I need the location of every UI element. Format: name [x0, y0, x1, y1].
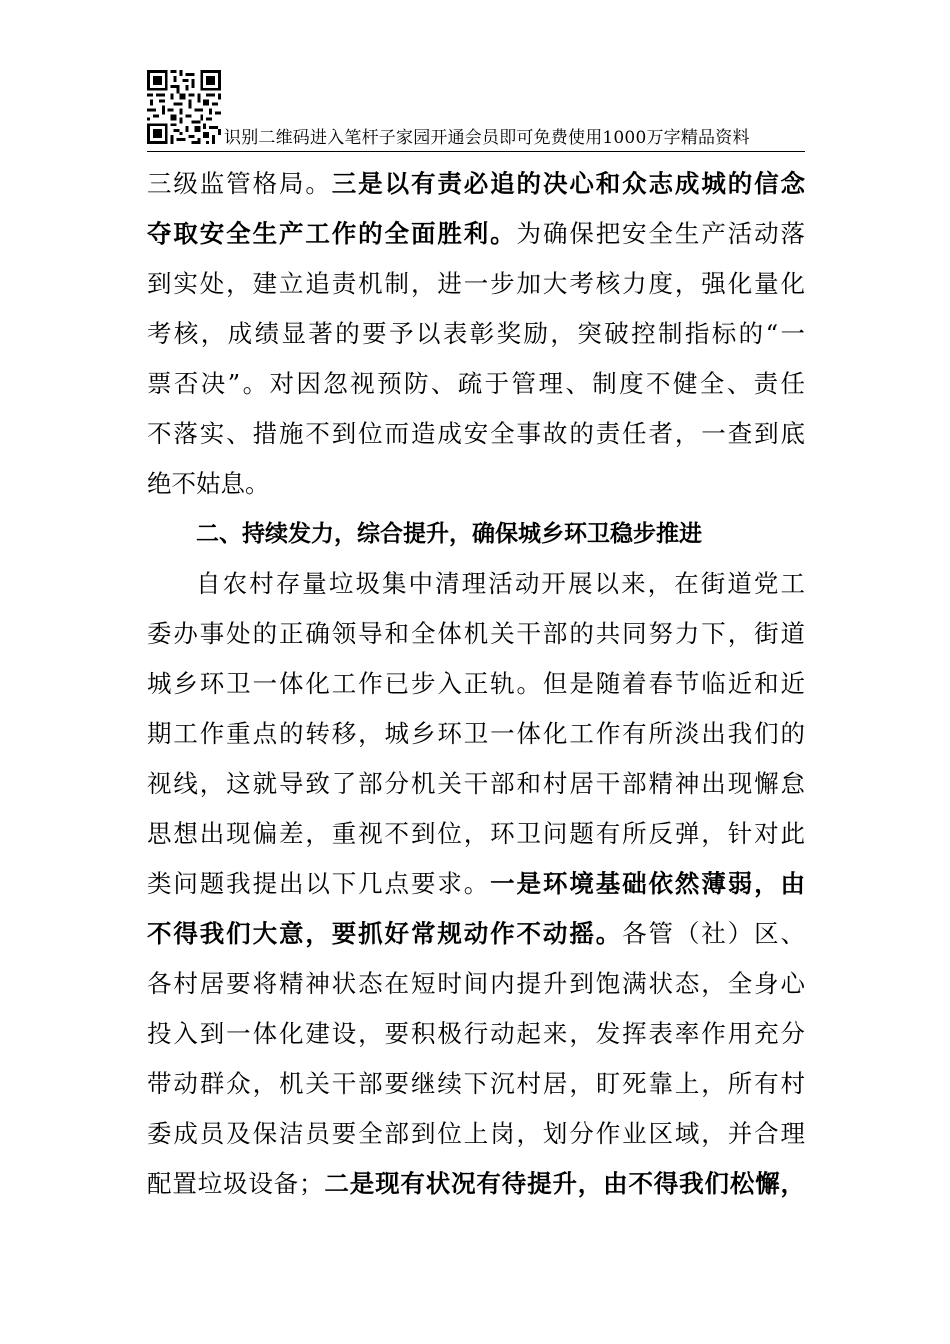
- text-line: 票否决”。对因忽视预防、疏于管理、制度不健全、责任: [147, 369, 805, 398]
- bold-text-segment: 夺取安全生产工作的全面胜利。: [147, 219, 517, 248]
- text-line: [147, 209, 805, 259]
- text-segment: 类问题我提出以下几点要求。: [147, 869, 491, 898]
- text-line: [147, 159, 805, 209]
- text-line: 视线，这就导致了部分机关干部和村居干部精神出现懈怠: [147, 769, 805, 798]
- text-segment: 各管（社）区、: [622, 919, 805, 948]
- text-segment: 配置垃圾设备；: [147, 1169, 324, 1198]
- qr-code-icon: [147, 70, 221, 144]
- text-line: 绝不姑息。: [147, 469, 270, 498]
- text-line: [147, 1159, 805, 1209]
- document-body: [147, 159, 805, 1209]
- section-heading: 二、持续发力，综合提升，确保城乡环卫稳步推进: [196, 521, 702, 547]
- text-line: 投入到一体化建设，要积极行动起来，发挥表率作用充分: [147, 1019, 805, 1048]
- text-line: 自农村存量垃圾集中清理活动开展以来，在街道党工: [196, 569, 805, 598]
- text-line: 思想出现偏差，重视不到位，环卫问题有所反弹，针对此: [147, 819, 805, 848]
- text-line: 城乡环卫一体化工作已步入正轨。但是随着春节临近和近: [147, 669, 805, 698]
- text-line: 不落实、措施不到位而造成安全事故的责任者，一查到底: [147, 419, 805, 448]
- text-line: 考核，成绩显著的要予以表彰奖励，突破控制指标的“一: [147, 319, 805, 348]
- bold-text-segment: 不得我们大意，要抓好常规动作不动摇。: [147, 919, 623, 948]
- bold-text-segment: 一是环境基础依然薄弱，由: [490, 869, 806, 898]
- text-line: 委成员及保洁员要全部到位上岗，划分作业区域，并合理: [147, 1119, 805, 1148]
- text-line: [147, 909, 805, 959]
- text-line: 各村居要将精神状态在短时间内提升到饱满状态，全身心: [147, 969, 805, 998]
- text-segment: 三级监管格局。: [147, 169, 332, 198]
- text-line: 委办事处的正确领导和全体机关干部的共同努力下，街道: [147, 619, 805, 648]
- header-divider: [147, 151, 805, 152]
- bold-text-segment: 三是以有责必追的决心和众志成城的信念: [331, 169, 806, 198]
- text-line: [147, 859, 805, 909]
- text-line: 到实处，建立追责机制，进一步加大考核力度，强化量化: [147, 269, 805, 298]
- header-notice: 识别二维码进入笔杆子家园开通会员即可免费使用1000万字精品资料: [224, 128, 750, 148]
- text-line: 期工作重点的转移，城乡环卫一体化工作有所淡出我们的: [147, 719, 805, 748]
- bold-text-segment: 二是现有状况有待提升，由不得我们松懈，: [323, 1169, 806, 1198]
- text-segment: 为确保把安全生产活动落: [516, 219, 806, 248]
- text-line: 带动群众，机关干部要继续下沉村居，盯死靠上，所有村: [147, 1069, 805, 1098]
